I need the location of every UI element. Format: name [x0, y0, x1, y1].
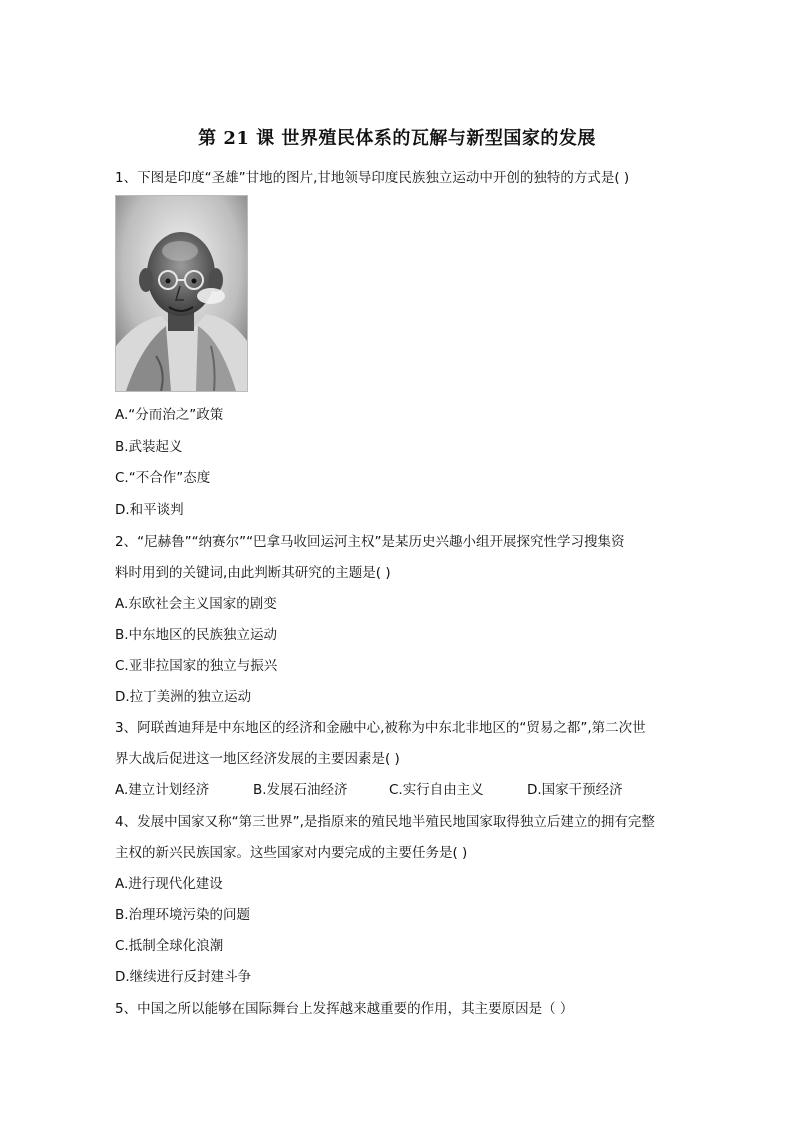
question-2-stem-line-1: 2、“尼赫鲁”“纳赛尔”“巴拿马收回运河主权”是某历史兴趣小组开展探究性学习搜集资 — [115, 534, 625, 550]
gandhi-portrait-image — [115, 195, 248, 392]
question-4-option-b: B.治理环境污染的问题 — [115, 907, 251, 923]
question-1-option-c: C.“不合作”态度 — [115, 470, 211, 486]
question-4-option-c: C.抵制全球化浪潮 — [115, 938, 224, 954]
question-2-option-c: C.亚非拉国家的独立与振兴 — [115, 658, 278, 674]
question-3-stem-line-1: 3、阿联酋迪拜是中东地区的经济和金融中心,被称为中东北非地区的“贸易之都”,第二次世 — [115, 720, 646, 736]
question-3-option-b: B.发展石油经济 — [253, 782, 348, 798]
question-1-stem: 1、下图是印度“圣雄”甘地的图片,甘地领导印度民族独立运动中开创的独特的方式是( ) — [115, 170, 630, 186]
question-5-stem: 5、中国之所以能够在国际舞台上发挥越来越重要的作用，其主要原因是（ ） — [115, 1001, 574, 1017]
question-2-option-a: A.东欧社会主义国家的剧变 — [115, 596, 277, 612]
question-3-option-c: C.实行自由主义 — [389, 782, 484, 798]
question-1-option-a: A.“分而治之”政策 — [115, 407, 224, 423]
question-1-option-b: B.武装起义 — [115, 439, 183, 455]
question-3-option-a: A.建立计划经济 — [115, 782, 210, 798]
question-1-option-d: D.和平谈判 — [115, 502, 184, 518]
question-4-stem-line-1: 4、发展中国家又称“第三世界”,是指原来的殖民地半殖民地国家取得独立后建立的拥有完整 — [115, 814, 655, 830]
page-title: 第 21 课 世界殖民体系的瓦解与新型国家的发展 — [198, 128, 596, 149]
question-2-option-d: D.拉丁美洲的独立运动 — [115, 689, 252, 705]
question-3-option-d: D.国家干预经济 — [527, 782, 623, 798]
question-2-stem-line-2: 料时用到的关键词,由此判断其研究的主题是( ) — [115, 565, 391, 581]
question-3-stem-line-2: 界大战后促进这一地区经济发展的主要因素是( ) — [115, 751, 400, 767]
question-4-option-a: A.进行现代化建设 — [115, 876, 223, 892]
question-2-option-b: B.中东地区的民族独立运动 — [115, 627, 278, 643]
question-4-option-d: D.继续进行反封建斗争 — [115, 969, 252, 985]
question-4-stem-line-2: 主权的新兴民族国家。这些国家对内要完成的主要任务是( ) — [115, 845, 468, 861]
